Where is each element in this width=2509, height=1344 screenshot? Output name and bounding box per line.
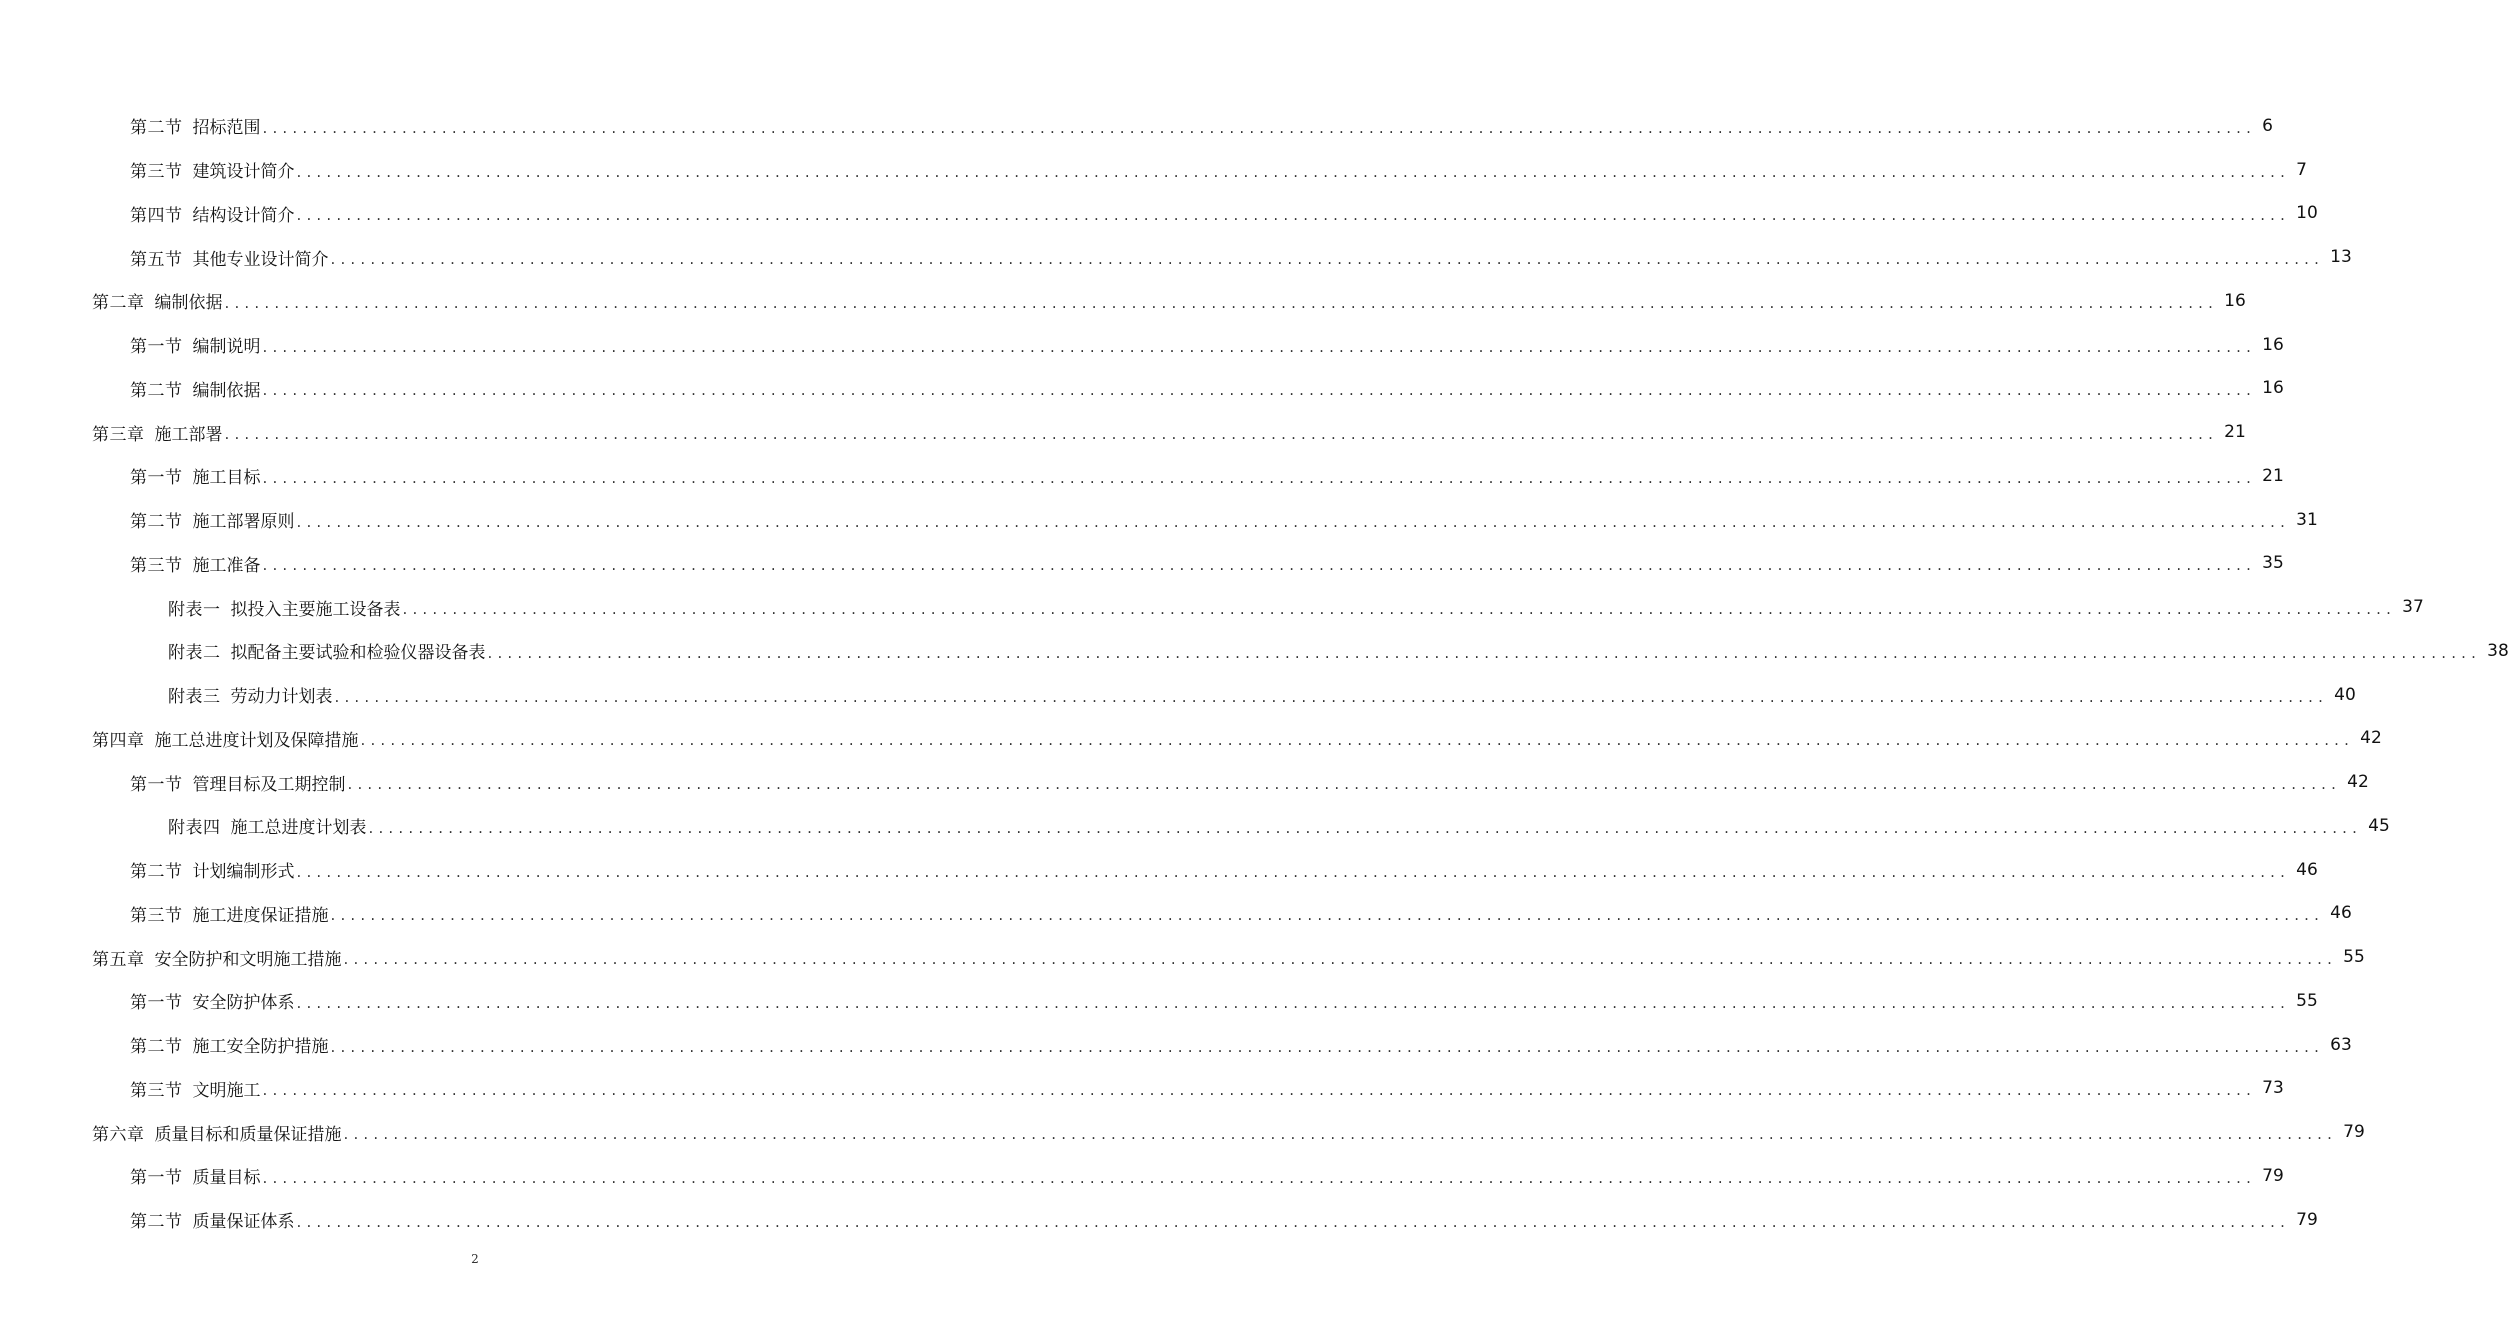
dot-leader: ........................................................................................................................................................................................................ bbox=[487, 643, 2482, 662]
toc-entry-label: 第三节 bbox=[130, 905, 183, 926]
toc-entry-text: 施工总进度计划及保障措施 bbox=[154, 730, 359, 751]
toc-entry-page: 7 bbox=[2296, 159, 2307, 180]
toc-entry-text: 施工总进度计划表 bbox=[230, 818, 367, 839]
dot-leader: ........................................................................................................................................................................................................ bbox=[262, 468, 2257, 487]
toc-entry-label: 第二节 bbox=[130, 380, 183, 401]
dot-leader: ........................................................................................................................................................................................................ bbox=[368, 818, 2363, 837]
toc-entry-title bbox=[130, 332, 261, 357]
toc-entry[interactable] bbox=[0, 498, 2318, 542]
toc-entry-text: 劳动力计划表 bbox=[230, 687, 333, 708]
dot-leader: ........................................................................................................................................................................................................ bbox=[296, 862, 2291, 881]
toc-entry-text: 文明施工 bbox=[192, 1080, 261, 1101]
toc-entry-title bbox=[130, 770, 346, 795]
toc-entry-text: 其他专业设计简介 bbox=[192, 249, 329, 270]
toc-entry-label: 第三节 bbox=[130, 162, 183, 183]
toc-entry-label: 第二节 bbox=[130, 1212, 183, 1233]
toc-entry-page: 46 bbox=[2330, 903, 2352, 924]
toc-entry-text: 施工部署原则 bbox=[192, 512, 295, 533]
toc-entry-title bbox=[130, 245, 329, 270]
toc-entry-text: 编制依据 bbox=[192, 380, 261, 401]
toc-entry-page: 46 bbox=[2296, 859, 2318, 880]
toc-entry-page: 13 bbox=[2330, 247, 2352, 268]
dot-leader: ........................................................................................................................................................................................................ bbox=[224, 293, 2219, 312]
dot-leader: ........................................................................................................................................................................................................ bbox=[296, 512, 2291, 531]
dot-leader: ........................................................................................................................................................................................................ bbox=[343, 950, 2338, 969]
toc-entry-label: 第五节 bbox=[130, 249, 183, 270]
toc-entry-title bbox=[130, 1207, 295, 1232]
dot-leader: ........................................................................................................................................................................................................ bbox=[330, 1037, 2325, 1056]
toc-entry-page: 55 bbox=[2343, 947, 2365, 968]
toc-entry-label: 第三章 bbox=[92, 424, 145, 445]
toc-entry-page: 10 bbox=[2296, 203, 2318, 224]
toc-entry-title bbox=[130, 901, 329, 926]
toc-entry-page: 42 bbox=[2360, 728, 2382, 749]
dot-leader: ........................................................................................................................................................................................................ bbox=[343, 1125, 2338, 1144]
toc-entry-label: 第二节 bbox=[130, 862, 183, 883]
toc-entry-page: 55 bbox=[2296, 990, 2318, 1011]
toc-entry-title bbox=[130, 857, 295, 882]
dot-leader: ........................................................................................................................................................................................................ bbox=[330, 906, 2325, 925]
dot-leader: ........................................................................................................................................................................................................ bbox=[296, 993, 2291, 1012]
toc-entry-label: 第二节 bbox=[130, 118, 183, 139]
toc-entry[interactable] bbox=[0, 410, 2246, 454]
dot-leader: ........................................................................................................................................................................................................ bbox=[330, 250, 2325, 269]
table-of-contents bbox=[0, 104, 2509, 1242]
toc-entry-page: 42 bbox=[2347, 772, 2369, 793]
toc-entry[interactable] bbox=[0, 1110, 2365, 1154]
dot-leader: ........................................................................................................................................................................................................ bbox=[262, 556, 2257, 575]
toc-entry-text: 施工安全防护措施 bbox=[192, 1037, 329, 1058]
toc-entry-text: 施工目标 bbox=[192, 468, 261, 489]
toc-entry-text: 管理目标及工期控制 bbox=[192, 774, 346, 795]
toc-entry-page: 37 bbox=[2402, 597, 2424, 618]
toc-entry[interactable] bbox=[0, 1154, 2284, 1198]
toc-entry-text: 结构设计简介 bbox=[192, 205, 295, 226]
dot-leader: ........................................................................................................................................................................................................ bbox=[347, 775, 2342, 794]
toc-entry-page: 79 bbox=[2343, 1122, 2365, 1143]
toc-entry-text: 安全防护和文明施工措施 bbox=[154, 949, 342, 970]
toc-entry-title bbox=[168, 638, 486, 663]
toc-entry[interactable] bbox=[0, 1067, 2284, 1111]
toc-entry[interactable] bbox=[0, 235, 2352, 279]
toc-entry-title bbox=[130, 1076, 261, 1101]
toc-entry[interactable] bbox=[0, 192, 2318, 236]
toc-entry-label: 附表三 bbox=[168, 687, 221, 708]
toc-entry[interactable] bbox=[0, 892, 2352, 936]
toc-entry-page: 16 bbox=[2262, 334, 2284, 355]
toc-entry[interactable] bbox=[0, 717, 2382, 761]
toc-entry-label: 第一节 bbox=[130, 468, 183, 489]
dot-leader: ........................................................................................................................................................................................................ bbox=[262, 381, 2257, 400]
toc-entry-page: 21 bbox=[2224, 422, 2246, 443]
toc-entry-text: 质量目标 bbox=[192, 1168, 261, 1189]
toc-entry-title bbox=[92, 945, 342, 970]
dot-leader: ........................................................................................................................................................................................................ bbox=[334, 687, 2329, 706]
toc-entry-page: 16 bbox=[2262, 378, 2284, 399]
toc-entry-page: 40 bbox=[2334, 684, 2356, 705]
toc-entry-title bbox=[130, 1032, 329, 1057]
toc-entry[interactable] bbox=[0, 1198, 2318, 1242]
toc-entry-label: 附表一 bbox=[168, 599, 221, 620]
dot-leader: ........................................................................................................................................................................................................ bbox=[296, 206, 2291, 225]
toc-entry-title bbox=[92, 420, 223, 445]
dot-leader: ........................................................................................................................................................................................................ bbox=[402, 600, 2397, 619]
toc-entry-label: 第一节 bbox=[130, 774, 183, 795]
toc-entry[interactable] bbox=[0, 804, 2390, 848]
toc-entry[interactable] bbox=[0, 585, 2424, 629]
toc-entry-text: 安全防护体系 bbox=[192, 993, 295, 1014]
toc-entry-title bbox=[92, 726, 359, 751]
toc-entry-text: 施工部署 bbox=[154, 424, 223, 445]
toc-entry-label: 第四章 bbox=[92, 730, 145, 751]
toc-entry-text: 拟投入主要施工设备表 bbox=[230, 599, 401, 620]
toc-entry-page: 38 bbox=[2487, 640, 2509, 661]
toc-entry-label: 第五章 bbox=[92, 949, 145, 970]
toc-entry[interactable] bbox=[0, 367, 2284, 411]
toc-entry-text: 招标范围 bbox=[192, 118, 261, 139]
dot-leader: ........................................................................................................................................................................................................ bbox=[360, 731, 2355, 750]
toc-entry-page: 21 bbox=[2262, 465, 2284, 486]
toc-entry-title bbox=[130, 463, 261, 488]
toc-entry-label: 第三节 bbox=[130, 1080, 183, 1101]
toc-entry-label: 第二节 bbox=[130, 512, 183, 533]
toc-entry-title bbox=[130, 376, 261, 401]
dot-leader: ........................................................................................................................................................................................................ bbox=[262, 1168, 2257, 1187]
dot-leader: ........................................................................................................................................................................................................ bbox=[296, 162, 2291, 181]
toc-entry-text: 施工进度保证措施 bbox=[192, 905, 329, 926]
toc-entry-label: 第一节 bbox=[130, 1168, 183, 1189]
dot-leader: ........................................................................................................................................................................................................ bbox=[262, 118, 2257, 137]
toc-entry-label: 附表四 bbox=[168, 818, 221, 839]
toc-entry-title bbox=[130, 201, 295, 226]
toc-entry-title bbox=[130, 1163, 261, 1188]
toc-entry[interactable] bbox=[0, 279, 2246, 323]
dot-leader: ........................................................................................................................................................................................................ bbox=[224, 425, 2219, 444]
toc-entry-label: 第一节 bbox=[130, 993, 183, 1014]
toc-entry-text: 质量目标和质量保证措施 bbox=[154, 1124, 342, 1145]
toc-entry-page: 31 bbox=[2296, 509, 2318, 530]
toc-entry-page: 63 bbox=[2330, 1034, 2352, 1055]
toc-entry-title bbox=[168, 595, 401, 620]
toc-entry[interactable] bbox=[0, 935, 2365, 979]
toc-entry-page: 79 bbox=[2296, 1209, 2318, 1230]
toc-entry[interactable] bbox=[0, 1023, 2352, 1067]
toc-entry-text: 计划编制形式 bbox=[192, 862, 295, 883]
toc-entry-text: 施工准备 bbox=[192, 555, 261, 576]
toc-entry-label: 第三节 bbox=[130, 555, 183, 576]
toc-entry-title bbox=[92, 288, 223, 313]
toc-entry-page: 73 bbox=[2262, 1078, 2284, 1099]
toc-entry-title bbox=[168, 682, 333, 707]
toc-entry-text: 拟配备主要试验和检验仪器设备表 bbox=[230, 643, 486, 664]
toc-entry-page: 35 bbox=[2262, 553, 2284, 574]
toc-entry-label: 附表二 bbox=[168, 643, 221, 664]
toc-entry-title bbox=[92, 1120, 342, 1145]
toc-entry-label: 第一节 bbox=[130, 337, 183, 358]
toc-entry-title bbox=[130, 157, 295, 182]
toc-entry-text: 编制说明 bbox=[192, 337, 261, 358]
toc-entry-page: 16 bbox=[2224, 290, 2246, 311]
toc-entry[interactable] bbox=[0, 148, 2307, 192]
toc-entry-page: 79 bbox=[2262, 1165, 2284, 1186]
dot-leader: ........................................................................................................................................................................................................ bbox=[296, 1212, 2291, 1231]
toc-entry-title bbox=[130, 507, 295, 532]
toc-entry-title bbox=[130, 988, 295, 1013]
toc-entry-label: 第六章 bbox=[92, 1124, 145, 1145]
toc-entry[interactable] bbox=[0, 848, 2318, 892]
toc-entry[interactable] bbox=[0, 104, 2273, 148]
toc-entry[interactable] bbox=[0, 454, 2284, 498]
toc-entry[interactable] bbox=[0, 760, 2369, 804]
toc-entry-title bbox=[168, 813, 367, 838]
toc-entry[interactable] bbox=[0, 323, 2284, 367]
toc-entry-title bbox=[130, 113, 261, 138]
dot-leader: ........................................................................................................................................................................................................ bbox=[262, 337, 2257, 356]
toc-entry[interactable] bbox=[0, 542, 2284, 586]
toc-entry-label: 第二节 bbox=[130, 1037, 183, 1058]
toc-entry-text: 编制依据 bbox=[154, 293, 223, 314]
toc-entry-label: 第二章 bbox=[92, 293, 145, 314]
dot-leader: ........................................................................................................................................................................................................ bbox=[262, 1081, 2257, 1100]
toc-entry[interactable] bbox=[0, 979, 2318, 1023]
toc-entry[interactable] bbox=[0, 673, 2356, 717]
toc-entry-page: 6 bbox=[2262, 115, 2273, 136]
toc-entry-label: 第四节 bbox=[130, 205, 183, 226]
toc-entry-title bbox=[130, 551, 261, 576]
toc-entry-text: 质量保证体系 bbox=[192, 1212, 295, 1233]
toc-entry[interactable] bbox=[0, 629, 2509, 673]
page-number: 2 bbox=[471, 1252, 479, 1266]
toc-entry-text: 建筑设计简介 bbox=[192, 162, 295, 183]
toc-entry-page: 45 bbox=[2368, 815, 2390, 836]
